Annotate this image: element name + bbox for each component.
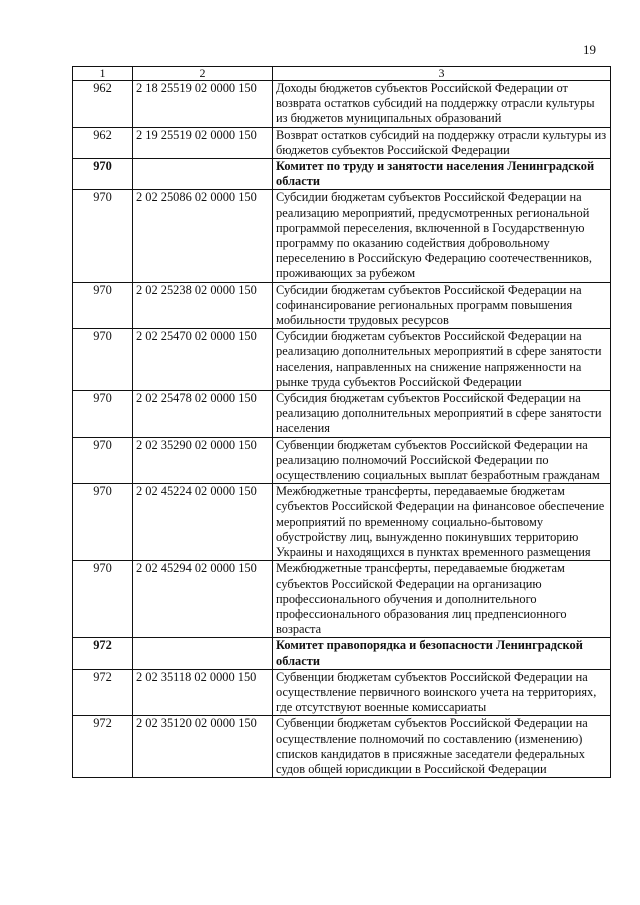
description-cell: Возврат остатков субсидий на поддержку отрасли культуры из бюджетов субъектов Российской Федерации bbox=[273, 127, 611, 158]
budget-code-cell bbox=[133, 159, 273, 190]
table-section-row bbox=[73, 159, 611, 190]
budget-code-cell: 2 19 25519 02 0000 150 bbox=[133, 127, 273, 158]
budget-code-cell: 2 02 45294 02 0000 150 bbox=[133, 561, 273, 638]
budget-code-cell: 2 02 35290 02 0000 150 bbox=[133, 437, 273, 484]
description-cell: Субсидии бюджетам субъектов Российской Федерации на софинансирование региональных программ повышения мобильности трудовых ресурсов bbox=[273, 282, 611, 329]
description-cell: Субсидия бюджетам субъектов Российской Федерации на реализацию дополнительных мероприятий в сфере занятости населения bbox=[273, 391, 611, 438]
admin-code-cell: 972 bbox=[73, 716, 133, 778]
table-row bbox=[73, 282, 611, 329]
admin-code-cell: 970 bbox=[73, 561, 133, 638]
budget-code-cell: 2 02 35120 02 0000 150 bbox=[133, 716, 273, 778]
column-header-3: 3 bbox=[273, 67, 611, 81]
admin-code-cell: 970 bbox=[73, 159, 133, 190]
budget-code-cell: 2 02 35118 02 0000 150 bbox=[133, 669, 273, 716]
budget-code-cell: 2 18 25519 02 0000 150 bbox=[133, 81, 273, 128]
table-section-row bbox=[73, 638, 611, 669]
table-row bbox=[73, 391, 611, 438]
table-row bbox=[73, 484, 611, 561]
admin-code-cell: 970 bbox=[73, 282, 133, 329]
budget-code-cell: 2 02 25470 02 0000 150 bbox=[133, 329, 273, 391]
table-header-row bbox=[73, 67, 611, 81]
description-cell: Комитет правопорядка и безопасности Ленинградской области bbox=[273, 638, 611, 669]
admin-code-cell: 970 bbox=[73, 484, 133, 561]
admin-code-cell: 970 bbox=[73, 329, 133, 391]
budget-classification-table bbox=[72, 66, 611, 778]
admin-code-cell: 970 bbox=[73, 437, 133, 484]
budget-code-cell: 2 02 45224 02 0000 150 bbox=[133, 484, 273, 561]
table-row bbox=[73, 81, 611, 128]
budget-code-cell bbox=[133, 638, 273, 669]
description-cell: Субсидии бюджетам субъектов Российской Федерации на реализацию мероприятий, предусмотренных региональной программой переселения, включенной в Государственную программу по оказанию содействия добровольному переселению в Российскую Федерацию соотечественников, проживающих за рубежом bbox=[273, 190, 611, 282]
description-cell: Межбюджетные трансферты, передаваемые бюджетам субъектов Российской Федерации на финансовое обеспечение мероприятий по временному социально-бытовому обустройству лиц, вынужденно покинувших территорию Украины и находящихся в пунктах временного размещения bbox=[273, 484, 611, 561]
table-row bbox=[73, 127, 611, 158]
budget-code-cell: 2 02 25238 02 0000 150 bbox=[133, 282, 273, 329]
description-cell: Субсидии бюджетам субъектов Российской Федерации на реализацию дополнительных мероприятий в сфере занятости населения, направленных на снижение напряженности на рынке труда субъектов Российской Федерации bbox=[273, 329, 611, 391]
page-number: 19 bbox=[583, 42, 596, 57]
column-header-2: 2 bbox=[133, 67, 273, 81]
admin-code-cell: 962 bbox=[73, 127, 133, 158]
budget-code-cell: 2 02 25478 02 0000 150 bbox=[133, 391, 273, 438]
description-cell: Субвенции бюджетам субъектов Российской Федерации на осуществление полномочий по составлению (изменению) списков кандидатов в присяжные заседатели федеральных судов общей юрисдикции в Российской Федерации bbox=[273, 716, 611, 778]
table-row bbox=[73, 437, 611, 484]
admin-code-cell: 972 bbox=[73, 669, 133, 716]
table-row bbox=[73, 561, 611, 638]
description-cell: Комитет по труду и занятости населения Ленинградской области bbox=[273, 159, 611, 190]
description-cell: Межбюджетные трансферты, передаваемые бюджетам субъектов Российской Федерации на организацию профессионального обучения и дополнительного профессионального образования лиц предпенсионного возраста bbox=[273, 561, 611, 638]
table-row bbox=[73, 329, 611, 391]
description-cell: Доходы бюджетов субъектов Российской Федерации от возврата остатков субсидий на поддержку отрасли культуры из бюджетов муниципальных образований bbox=[273, 81, 611, 128]
description-cell: Субвенции бюджетам субъектов Российской Федерации на реализацию полномочий Российской Федерации по осуществлению социальных выплат безработным гражданам bbox=[273, 437, 611, 484]
column-header-1: 1 bbox=[73, 67, 133, 81]
admin-code-cell: 970 bbox=[73, 391, 133, 438]
table-row bbox=[73, 190, 611, 282]
description-cell: Субвенции бюджетам субъектов Российской Федерации на осуществление первичного воинского учета на территориях, где отсутствуют военные комиссариаты bbox=[273, 669, 611, 716]
admin-code-cell: 972 bbox=[73, 638, 133, 669]
table-row bbox=[73, 669, 611, 716]
admin-code-cell: 962 bbox=[73, 81, 133, 128]
admin-code-cell: 970 bbox=[73, 190, 133, 282]
table-row bbox=[73, 716, 611, 778]
budget-code-cell: 2 02 25086 02 0000 150 bbox=[133, 190, 273, 282]
